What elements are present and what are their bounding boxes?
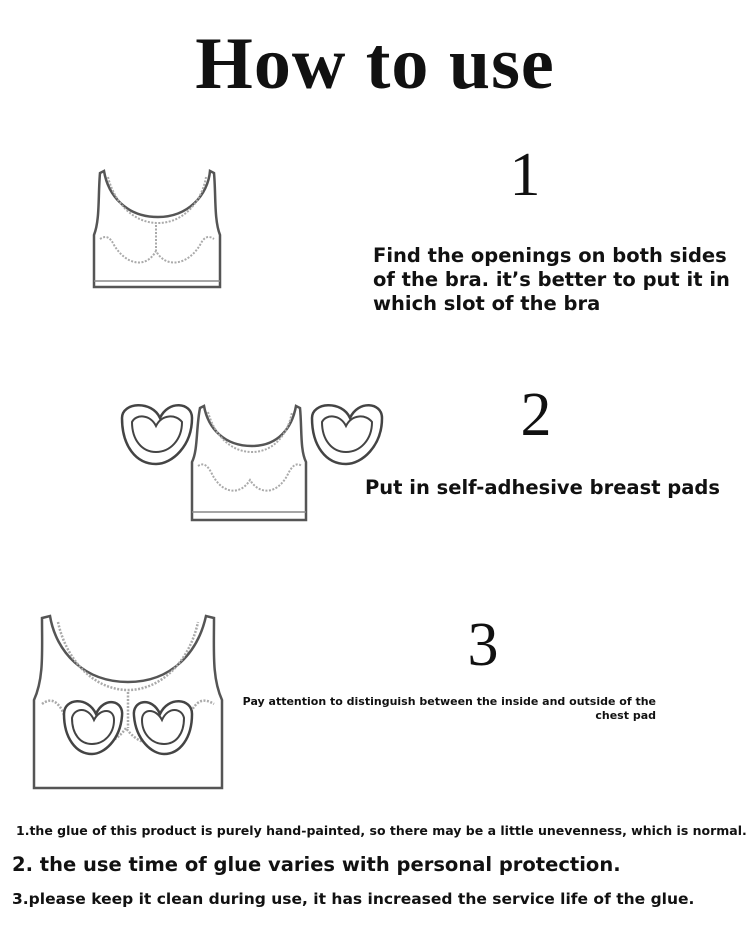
bra-with-pads-icon xyxy=(112,400,392,528)
page-title: How to use xyxy=(195,23,555,105)
bra-icon xyxy=(86,165,226,297)
step-1-text: Find the openings on both sides of the bra. it’s better to put it in which slot of the bra xyxy=(373,244,730,315)
note-1: 1.the glue of this product is purely hand-painted, so there may be a little unevenness, which is normal. xyxy=(16,823,747,838)
step-3-text: Pay attention to distinguish between the inside and outside of the chest pad xyxy=(242,695,656,722)
bra-inserted-pads-icon xyxy=(28,612,228,794)
note-2: 2. the use time of glue varies with personal protection. xyxy=(12,853,621,876)
step-1-number: 1 xyxy=(509,141,541,209)
note-3: 3.please keep it clean during use, it has increased the service life of the glue. xyxy=(12,890,695,908)
step-2-number: 2 xyxy=(520,381,552,449)
step-2-text: Put in self-adhesive breast pads xyxy=(365,476,720,499)
step-3-number: 3 xyxy=(467,611,499,679)
